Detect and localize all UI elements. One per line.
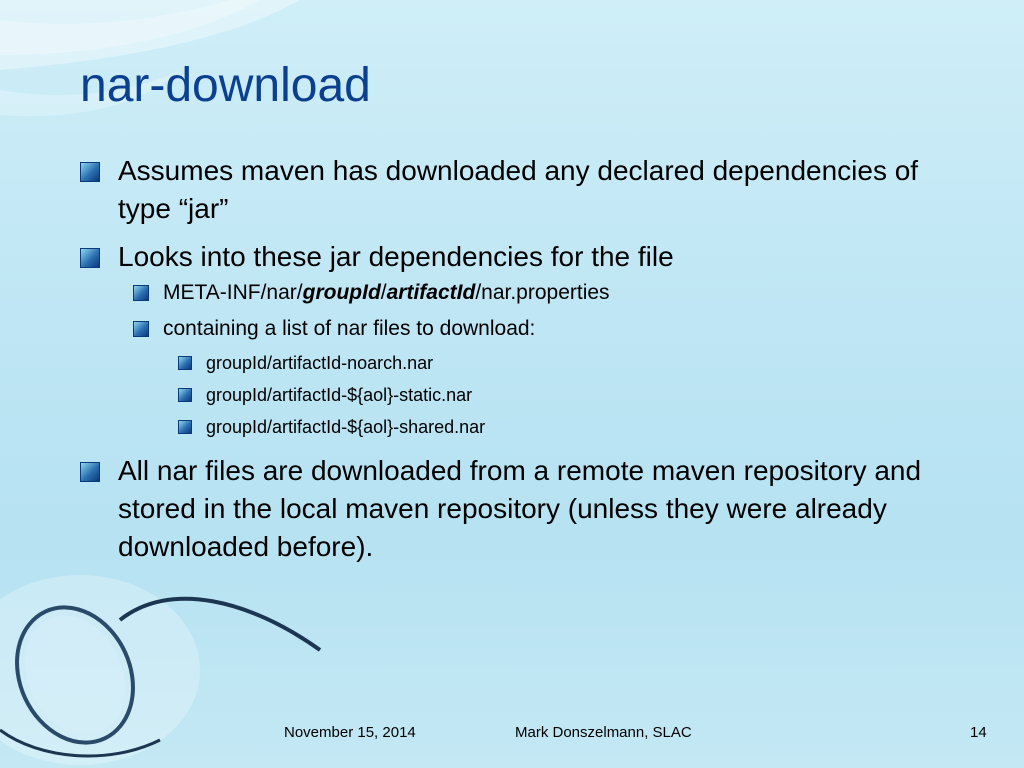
- bullet-icon: [80, 248, 100, 268]
- sub-bullet-text: containing a list of nar files to download:: [163, 317, 536, 340]
- bullet-text: Assumes maven has downloaded any declared dependencies of type “jar”: [118, 155, 919, 224]
- path-prefix: META-INF/nar/: [163, 281, 303, 304]
- bullet-icon: [178, 420, 192, 434]
- sub-sub-bullet-item: [178, 416, 940, 438]
- bullet-item: [80, 452, 940, 566]
- sub-bullet-item: [133, 280, 940, 306]
- footer-date: November 15, 2014: [284, 724, 416, 741]
- bullet-icon: [80, 462, 100, 482]
- path-suffix: /nar.properties: [475, 281, 610, 304]
- slide-title: nar-download: [80, 59, 371, 112]
- footer-author: Mark Donszelmann, SLAC: [515, 724, 692, 741]
- page-number: 14: [970, 724, 987, 741]
- bullet-item: [80, 238, 940, 276]
- bullet-icon: [80, 162, 100, 182]
- bullet-icon: [178, 388, 192, 402]
- sub-bullet-item: [133, 316, 940, 342]
- sub-sub-bullet-item: [178, 352, 940, 374]
- artifactid-text: artifactId: [386, 281, 476, 304]
- bullet-text: All nar files are downloaded from a remote maven repository and stored in the local maven repository (unless they were already downloaded before).: [118, 455, 922, 562]
- nar-file-name: groupId/artifactId-${aol}-shared.nar: [206, 417, 486, 437]
- bullet-icon: [178, 356, 192, 370]
- bullet-item: [80, 152, 940, 228]
- bullet-text: Looks into these jar dependencies for the file: [118, 241, 674, 272]
- bullet-icon: [133, 285, 149, 301]
- nar-file-name: groupId/artifactId-${aol}-static.nar: [206, 385, 473, 405]
- bullet-list: [80, 152, 940, 576]
- nar-file-name: groupId/artifactId-noarch.nar: [206, 353, 434, 373]
- sub-sub-bullet-item: [178, 384, 940, 406]
- path-separator: /: [380, 281, 387, 304]
- bullet-icon: [133, 321, 149, 337]
- groupid-text: groupId: [302, 281, 381, 304]
